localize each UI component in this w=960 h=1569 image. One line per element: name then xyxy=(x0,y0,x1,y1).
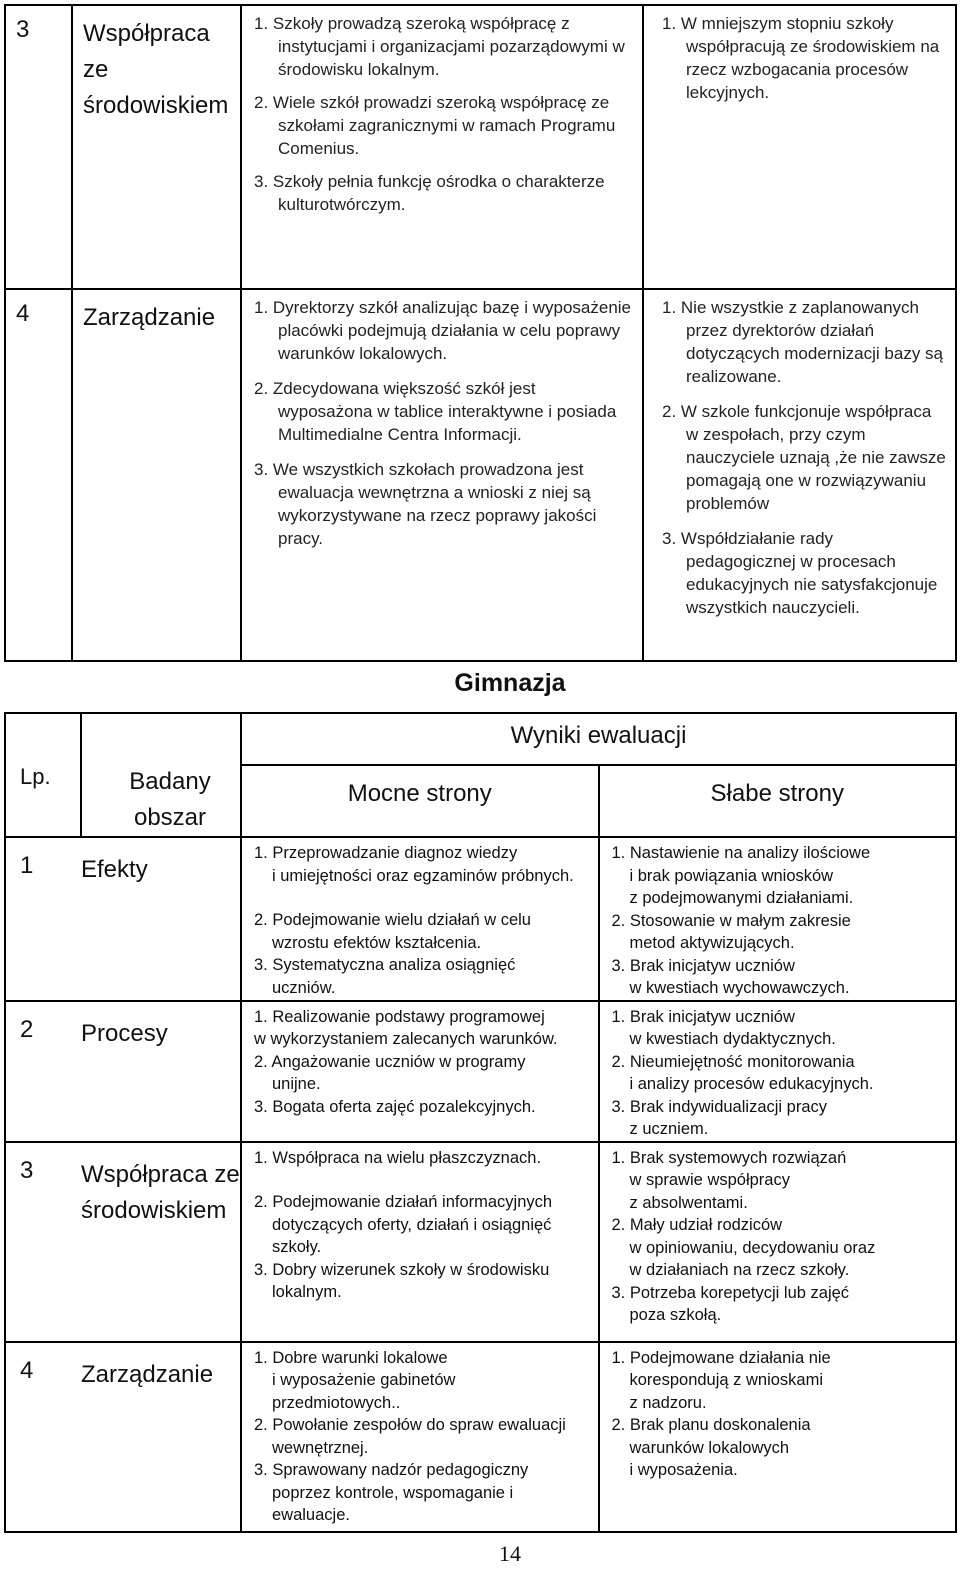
text-line: i brak powiązania wniosków xyxy=(629,866,834,885)
text-line: 2. Podejmowanie wielu działań w celu xyxy=(254,911,531,929)
text-line: wewnętrznej. xyxy=(272,1438,369,1457)
row-number: 1 xyxy=(5,837,81,1001)
text-line: przedmiotowych.. xyxy=(272,1393,401,1412)
row-number: 4 xyxy=(5,1342,81,1532)
results-table xyxy=(4,712,957,1533)
area-label: Współpraca ze środowiskiem xyxy=(81,1142,241,1342)
text-line: 3. Brak indywidualizacji pracy xyxy=(611,1097,828,1116)
list-item: 3. Szkoły pełnia funkcję ośrodka o charakterze kulturotwórczym. xyxy=(254,172,605,214)
row-number: 3 xyxy=(5,5,72,289)
text-line: 3. Sprawowany nadzór pedagogiczny xyxy=(254,1461,529,1479)
column-header-strong: Mocne strony xyxy=(241,765,599,837)
text-line: w wykorzystaniem zalecanych warunków. xyxy=(254,1030,558,1048)
text-line: lokalnym. xyxy=(272,1283,342,1301)
text-line: unijne. xyxy=(272,1075,321,1093)
text-line: i wyposażenia. xyxy=(629,1461,738,1479)
table-row xyxy=(5,5,956,289)
text-line: 3. Systematyczna analiza osiągnięć xyxy=(254,956,516,974)
weaknesses-cell xyxy=(643,5,956,289)
table-row xyxy=(5,1342,956,1532)
weaknesses-cell xyxy=(599,837,957,1001)
row-number: 4 xyxy=(5,289,72,661)
text-line: poprzez kontrole, wspomaganie i xyxy=(272,1483,514,1502)
text-line: 3. Brak inicjatyw uczniów xyxy=(611,956,795,975)
weaknesses-cell xyxy=(599,1342,957,1532)
area-label: Zarządzanie xyxy=(81,1342,241,1532)
page-number: 14 xyxy=(499,1541,521,1566)
text-line: korespondują z wnioskami xyxy=(629,1371,824,1389)
area-label: Zarządzanie xyxy=(72,289,241,661)
column-header-area: Badany obszar xyxy=(81,713,241,837)
text-line: 3. Bogata oferta zajęć pozalekcyjnych. xyxy=(254,1097,536,1116)
text-line: 1. Realizowanie podstawy programowej xyxy=(254,1007,545,1026)
text-line: w opiniowaniu, decydowaniu oraz xyxy=(629,1238,876,1257)
list-item: 1. Dyrektorzy szkół analizując bazę i wyposażenie placówki podejmują działania w celu poprawy warunków lokalowych. xyxy=(254,298,632,363)
list-item: 1. Nie wszystkie z zaplanowanych przez dyrektorów działań dotyczących modernizacji bazy są realizowane. xyxy=(662,298,944,386)
row-number: 3 xyxy=(5,1142,81,1342)
text-line: uczniów. xyxy=(272,978,336,997)
text-line: i analizy procesów edukacyjnych. xyxy=(629,1075,874,1093)
text-line: w kwestiach dydaktycznych. xyxy=(629,1030,836,1048)
list-item: 3. Współdziałanie rady pedagogicznej w procesach edukacyjnych nie satysfakcjonuje wszystkich nauczycieli. xyxy=(662,529,938,617)
strengths-cell xyxy=(241,837,599,1001)
text-line: ewaluacje. xyxy=(272,1506,350,1524)
list-item: 2. Wiele szkół prowadzi szeroką współpracę ze szkołami zagranicznymi w ramach Programu Comenius. xyxy=(254,93,616,158)
area-label: Współpraca ze środowiskiem xyxy=(72,5,241,289)
text-line: z uczniem. xyxy=(629,1120,709,1138)
table-row xyxy=(5,837,956,1001)
text-line: i wyposażenie gabinetów xyxy=(272,1371,456,1389)
section-title: Gimnazja xyxy=(454,669,566,697)
list-item: 3. We wszystkich szkołach prowadzona jest ewaluacja wewnętrzna a wnioski z niej są wykorzystywane na rzecz poprawy jakości pracy. xyxy=(254,460,597,548)
text-line: 1. Dobre warunki lokalowe xyxy=(254,1348,448,1367)
text-line: 2. Brak planu doskonalenia xyxy=(611,1416,811,1434)
text-line: 1. Współpraca na wielu płaszczyznach. xyxy=(254,1148,542,1167)
column-header-lp: Lp. xyxy=(5,713,81,837)
text-line: w sprawie współpracy xyxy=(629,1171,790,1189)
weaknesses-cell xyxy=(643,289,956,661)
text-line: dotyczących oferty, działań i osiągnięć xyxy=(272,1215,552,1234)
text-line: w działaniach na rzecz szkoły. xyxy=(629,1261,850,1279)
strengths-cell xyxy=(241,1142,599,1342)
text-line: 2. Angażowanie uczniów w programy xyxy=(254,1052,526,1071)
table-row xyxy=(5,1142,956,1342)
text-line: 1. Przeprowadzanie diagnoz wiedzy xyxy=(254,844,518,862)
text-line: 1. Podejmowane działania nie xyxy=(611,1348,831,1367)
strengths-cell xyxy=(241,5,643,289)
text-line: z podejmowanymi działaniami. xyxy=(629,889,854,907)
column-header-weak: Słabe strony xyxy=(599,765,957,837)
text-line: 1. Brak inicjatyw uczniów xyxy=(611,1007,795,1026)
text-line: szkoły. xyxy=(272,1238,322,1256)
list-item: 1. Szkoły prowadzą szeroką współpracę z instytucjami i organizacjami pozarządowymi w środowisku lokalnym. xyxy=(254,14,625,79)
header-row xyxy=(5,713,956,765)
list-item: 2. Zdecydowana większość szkół jest wyposażona w tablice interaktywne i posiada Multimedialne Centra Informacji. xyxy=(254,379,617,444)
table-row xyxy=(5,1001,956,1142)
text-line: wzrostu efektów kształcenia. xyxy=(272,933,482,952)
weaknesses-cell xyxy=(599,1142,957,1342)
text-line: 1. Brak systemowych rozwiązań xyxy=(611,1148,847,1167)
area-label: Efekty xyxy=(81,837,241,1001)
text-line: poza szkołą. xyxy=(629,1306,722,1324)
text-line: 1. Nastawienie na analizy ilościowe xyxy=(611,844,871,862)
area-label: Procesy xyxy=(81,1001,241,1142)
weaknesses-cell xyxy=(599,1001,957,1142)
list-item: 1. W mniejszym stopniu szkoły współpracują ze środowiskiem na rzecz wzbogacania procesów lekcyjnych. xyxy=(662,14,940,102)
column-header-results: Wyniki ewaluacji xyxy=(241,713,956,765)
text-line: z nadzoru. xyxy=(629,1393,707,1412)
text-line: metod aktywizujących. xyxy=(629,934,795,952)
text-line: z absolwentami. xyxy=(629,1193,748,1212)
text-line: 3. Potrzeba korepetycji lub zajęć xyxy=(611,1283,850,1302)
text-line: 2. Stosowanie w małym zakresie xyxy=(611,911,851,930)
top-table xyxy=(4,4,957,662)
row-number: 2 xyxy=(5,1001,81,1142)
text-line: warunków lokalowych xyxy=(629,1438,790,1457)
text-line: 2. Nieumiejętność monitorowania xyxy=(611,1052,855,1071)
text-line: 3. Dobry wizerunek szkoły w środowisku xyxy=(254,1260,550,1279)
list-item: 2. W szkole funkcjonuje współpraca w zespołach, przy czym nauczyciele uznają ,że nie zawsze pomagają one w rozwiązywaniu problemów xyxy=(662,402,946,513)
text-line: 2. Podejmowanie działań informacyjnych xyxy=(254,1193,553,1211)
strengths-cell xyxy=(241,1001,599,1142)
strengths-cell xyxy=(241,289,643,661)
text-line: w kwestiach wychowawczych. xyxy=(629,979,850,997)
table-row xyxy=(5,289,956,661)
text-line: i umiejętności oraz egzaminów próbnych. xyxy=(272,866,574,885)
text-line: 2. Mały udział rodziców xyxy=(611,1216,783,1234)
text-line: 2. Powołanie zespołów do spraw ewaluacji xyxy=(254,1416,566,1434)
strengths-cell xyxy=(241,1342,599,1532)
